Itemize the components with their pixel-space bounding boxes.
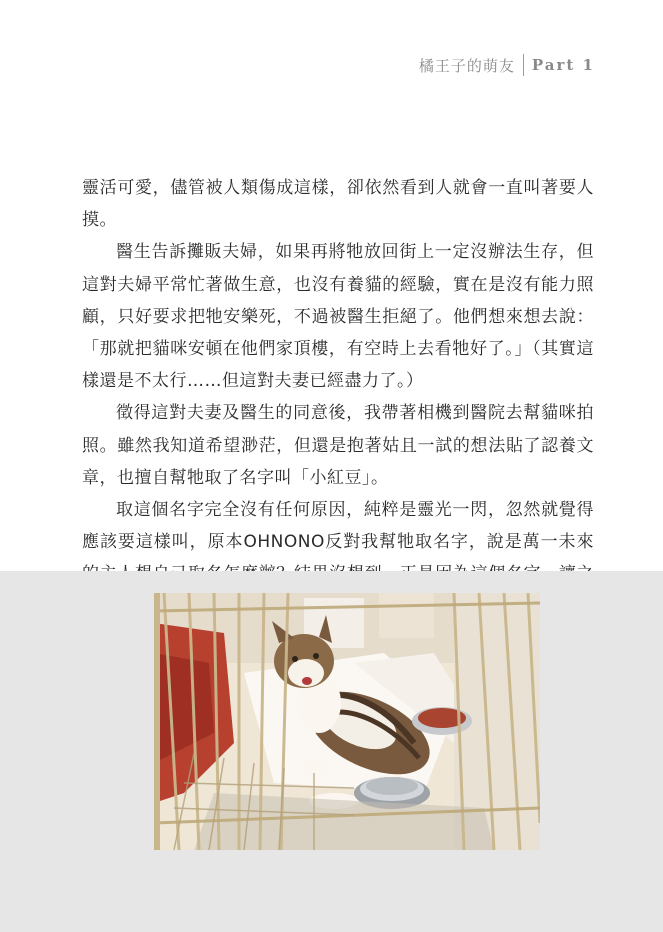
cat-in-cage-illustration <box>154 593 540 850</box>
paragraph-4: 取這個名字完全沒有任何原因，純粹是靈光一閃，忽然就覺得應該要這樣叫，原本OHNONO反對我幫牠取名字，說是萬一未來 <box>82 500 594 553</box>
paragraph-3: 徵得這對夫妻及醫生的同意後，我帶著相機到醫院去幫貓咪拍照。雖然我知道希望渺茫，但還是抱著姑且一試的想法貼了認養文章，也擅自幫牠取了名字叫「小紅豆」。 <box>82 403 594 488</box>
paragraph-1: 靈活可愛，儘管被人類傷成這樣，卻依然看到人就會一直叫著要人摸。 <box>82 178 594 231</box>
header-divider <box>523 54 524 76</box>
part-label: Part 1 <box>531 56 595 74</box>
running-header <box>419 54 595 76</box>
body-text <box>82 172 594 623</box>
paragraph-2: 醫生告訴攤販夫婦，如果再將牠放回街上一定沒辦法生存，但這對夫婦平常忙著做生意，也沒有養貓的經驗，實在是沒有能力照顧，只好要求把牠安樂死，不過被醫生拒絕了。他們想來想去說：「那就把貓咪安頓在他們家頂樓，有空時上去看牠好了。」（其實這樣還是不太行……但這對夫妻已經盡力了。） <box>82 242 594 392</box>
chapter-title: 橘王子的萌友 <box>418 56 515 75</box>
cat-in-cage-photo <box>154 593 540 850</box>
